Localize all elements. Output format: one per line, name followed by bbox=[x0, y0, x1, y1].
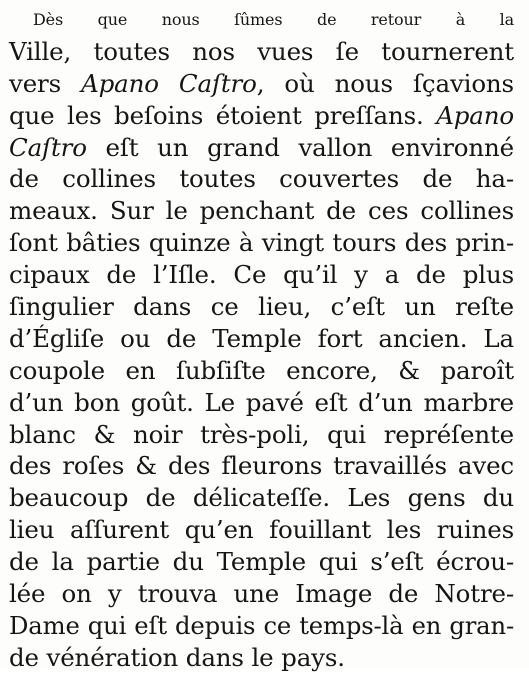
text-line bbox=[9, 546, 514, 578]
text-run: ſont bâties quinze à vingt tours des prin- bbox=[9, 228, 514, 258]
text-run: cipaux de l’Iſle. Ce qu’il y a de plus bbox=[9, 260, 514, 290]
text-line bbox=[9, 68, 514, 100]
text-run: de collines toutes couvertes de ha- bbox=[9, 164, 514, 194]
text-line bbox=[9, 163, 514, 195]
text-line bbox=[9, 36, 514, 68]
text-run: ſingulier dans ce lieu, c’eſt un reſte bbox=[9, 292, 514, 322]
text-line bbox=[9, 450, 514, 482]
text-run: lée on y trouva une Image de Notre- bbox=[9, 579, 514, 609]
text-run: lieu aſſurent qu’en fouillant les ruines bbox=[9, 515, 514, 545]
text-line bbox=[9, 419, 514, 451]
body-text bbox=[9, 4, 514, 674]
italic-place-name: Caſtro bbox=[9, 132, 87, 162]
text-run: de la partie du Temple qui s’eſt écrou- bbox=[9, 547, 514, 577]
text-run: meaux. Sur le penchant de ces collines bbox=[9, 196, 514, 226]
text-run: d’Égliſe ou de Temple fort ancien. La bbox=[9, 323, 514, 353]
text-run: blanc & noir très-poli, qui repréſente bbox=[9, 419, 514, 449]
text-run: eſt un grand vallon environné bbox=[86, 132, 514, 162]
text-line bbox=[9, 514, 514, 546]
text-run: beaucoup de délicateſſe. Les gens du bbox=[9, 483, 514, 513]
italic-place-name: Apano Caſtro bbox=[81, 68, 257, 98]
italic-place-name: Apano bbox=[436, 100, 514, 130]
text-run: Dès que nous ſûmes de retour à la bbox=[33, 10, 514, 29]
text-line bbox=[9, 482, 514, 514]
text-line bbox=[9, 195, 514, 227]
text-run: Ville, toutes nos vues ſe tournerent bbox=[9, 36, 514, 66]
text-line bbox=[9, 259, 514, 291]
text-line bbox=[9, 132, 514, 164]
text-line bbox=[9, 291, 514, 323]
text-line bbox=[9, 227, 514, 259]
text-run: Dame qui eſt depuis ce temps-là en gran- bbox=[9, 610, 514, 640]
text-line bbox=[9, 610, 514, 642]
text-line bbox=[9, 578, 514, 610]
text-run: coupole en ſubſiſte encore, & paroît bbox=[9, 355, 514, 385]
text-line bbox=[9, 4, 514, 36]
text-run: , où nous ſçavions bbox=[256, 68, 514, 98]
text-line bbox=[9, 355, 514, 387]
text-run: d’un bon goût. Le pavé eſt d’un marbre bbox=[9, 387, 514, 417]
text-line bbox=[9, 100, 514, 132]
text-run: vers bbox=[9, 68, 82, 98]
text-run: que les beſoins étoient preſſans. bbox=[9, 100, 437, 130]
text-line bbox=[9, 323, 514, 355]
text-line bbox=[9, 387, 514, 419]
text-run: des roſes & des fleurons travaillés avec bbox=[9, 451, 514, 481]
text-run: de vénération dans le pays. bbox=[9, 642, 345, 672]
